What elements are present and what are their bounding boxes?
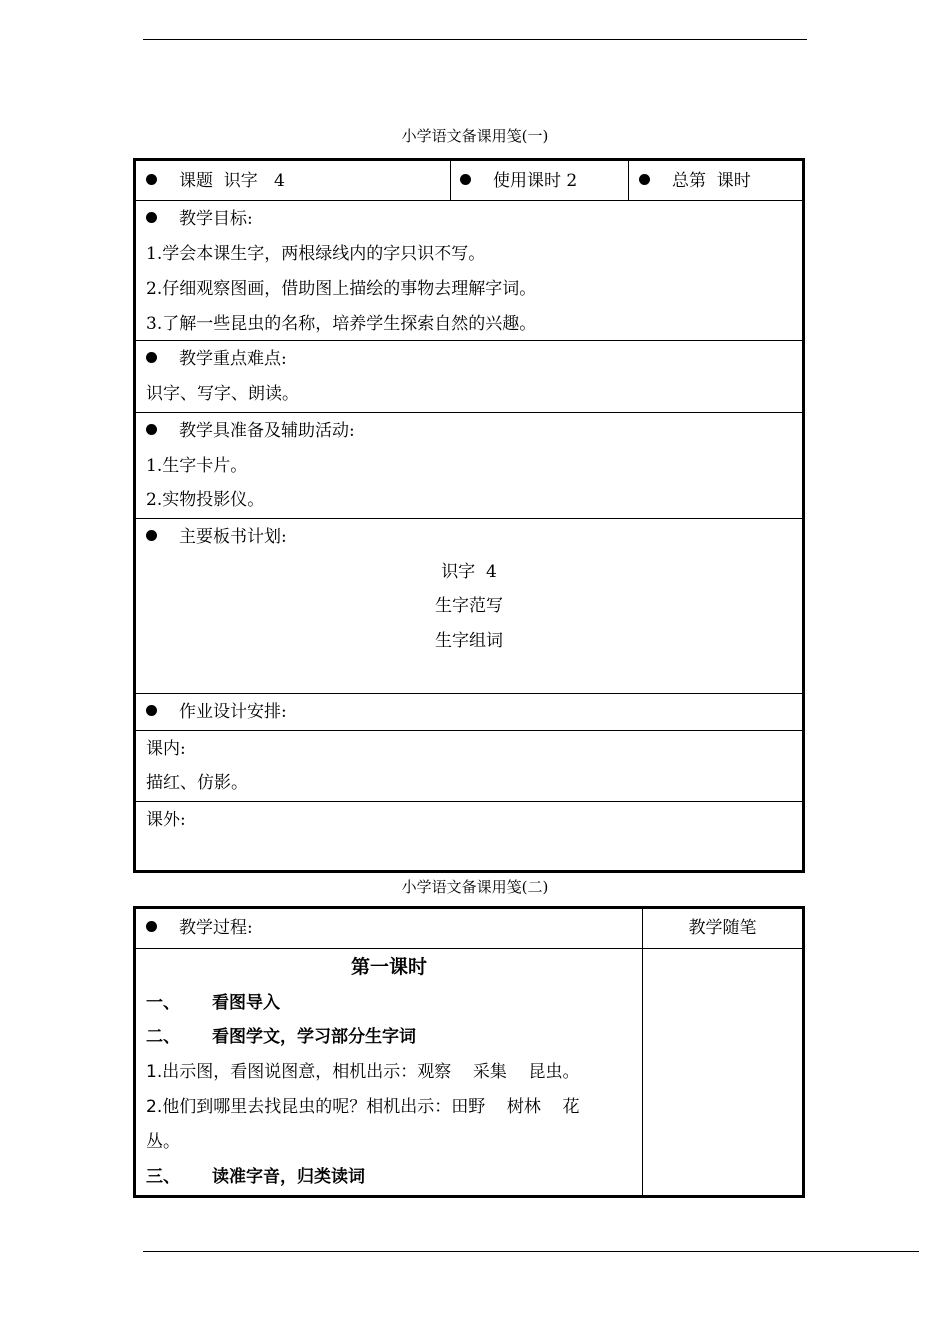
homework-after-class: [136, 802, 802, 870]
in-class-text: 描红、仿影。: [146, 773, 248, 793]
step-number: 三、: [146, 1167, 180, 1187]
divider: [628, 161, 629, 200]
bullet-icon: [639, 174, 650, 185]
footer-rule: [143, 1251, 919, 1252]
step-text: 看图学文，学习部分生字词: [212, 1027, 416, 1047]
homework-heading: [146, 697, 287, 722]
process-heading-text: 教学过程:: [179, 918, 253, 938]
after-class-label: 课外:: [146, 810, 186, 830]
process-heading: [146, 913, 253, 938]
goals-heading: [146, 204, 253, 229]
goal-item: 3.了解一些昆虫的名称，培养学生探索自然的兴趣。: [146, 314, 537, 334]
preparation-heading: [146, 416, 355, 441]
sheet1-caption: 小学语文备课用笺(一): [401, 127, 549, 145]
board-line: 生字组词: [435, 631, 503, 651]
total-cell: [639, 166, 751, 191]
bullet-icon: [460, 174, 471, 185]
board-plan-heading-text: 主要板书计划:: [179, 527, 287, 547]
header-row: [136, 161, 802, 201]
board-line: 识字 4: [441, 562, 497, 582]
hours-cell: [460, 166, 577, 191]
step-3: [146, 1162, 365, 1187]
step-text: 看图导入: [212, 993, 280, 1013]
lesson-plan-sheet-2: [133, 906, 805, 1198]
preparation-item: 2.实物投影仪。: [146, 490, 265, 510]
bullet-icon: [146, 212, 157, 223]
notes-divider: [642, 909, 643, 1195]
hours-label: 使用课时 2: [493, 171, 578, 191]
step-number: 二、: [146, 1027, 180, 1047]
notes-heading: 教学随笔: [688, 918, 757, 938]
bullet-icon: [146, 352, 157, 363]
lesson-title: 第一课时: [350, 956, 427, 978]
preparation-section: [136, 413, 802, 519]
key-points-text: 识字、写字、朗读。: [146, 384, 299, 404]
process-body: [136, 949, 642, 1195]
total-label: 总第 课时: [672, 171, 751, 191]
key-points-heading-text: 教学重点难点:: [179, 349, 287, 369]
bullet-icon: [146, 705, 157, 716]
homework-in-class: [136, 731, 802, 802]
topic-cell: [146, 166, 285, 191]
board-line: 生字范写: [435, 596, 503, 616]
step-2: [146, 1022, 416, 1047]
key-points-section: [136, 341, 802, 413]
lesson-plan-sheet-1: [133, 158, 805, 873]
bullet-icon: [146, 174, 157, 185]
board-plan-heading: [146, 522, 287, 547]
step-number: 一、: [146, 993, 180, 1013]
step-1: [146, 988, 280, 1013]
key-points-heading: [146, 344, 287, 369]
goals-heading-text: 教学目标:: [179, 209, 253, 229]
in-class-label: 课内:: [146, 739, 186, 759]
homework-heading-text: 作业设计安排:: [179, 702, 287, 722]
sheet2-caption: 小学语文备课用笺(二): [401, 878, 549, 896]
divider: [450, 161, 451, 200]
topic-label: 课题 识字 4: [179, 171, 285, 191]
goals-section: [136, 201, 802, 341]
process-line: 丛。: [146, 1132, 180, 1152]
step-text: 读准字音，归类读词: [212, 1167, 365, 1187]
preparation-item: 1.生字卡片。: [146, 456, 248, 476]
homework-heading-row: [136, 694, 802, 731]
goal-item: 2.仔细观察图画，借助图上描绘的事物去理解字词。: [146, 279, 537, 299]
process-line: 2.他们到哪里去找昆虫的呢？相机出示：田野 树林 花: [146, 1097, 580, 1117]
process-line: 1.出示图，看图说图意，相机出示：观察 采集 昆虫。: [146, 1062, 580, 1082]
board-plan-section: [136, 519, 802, 694]
process-header-row: [136, 909, 802, 949]
bullet-icon: [146, 424, 157, 435]
preparation-heading-text: 教学具准备及辅助活动:: [179, 421, 355, 441]
bullet-icon: [146, 530, 157, 541]
header-rule: [143, 39, 807, 40]
goal-item: 1.学会本课生字，两根绿线内的字只识不写。: [146, 244, 486, 264]
bullet-icon: [146, 921, 157, 932]
